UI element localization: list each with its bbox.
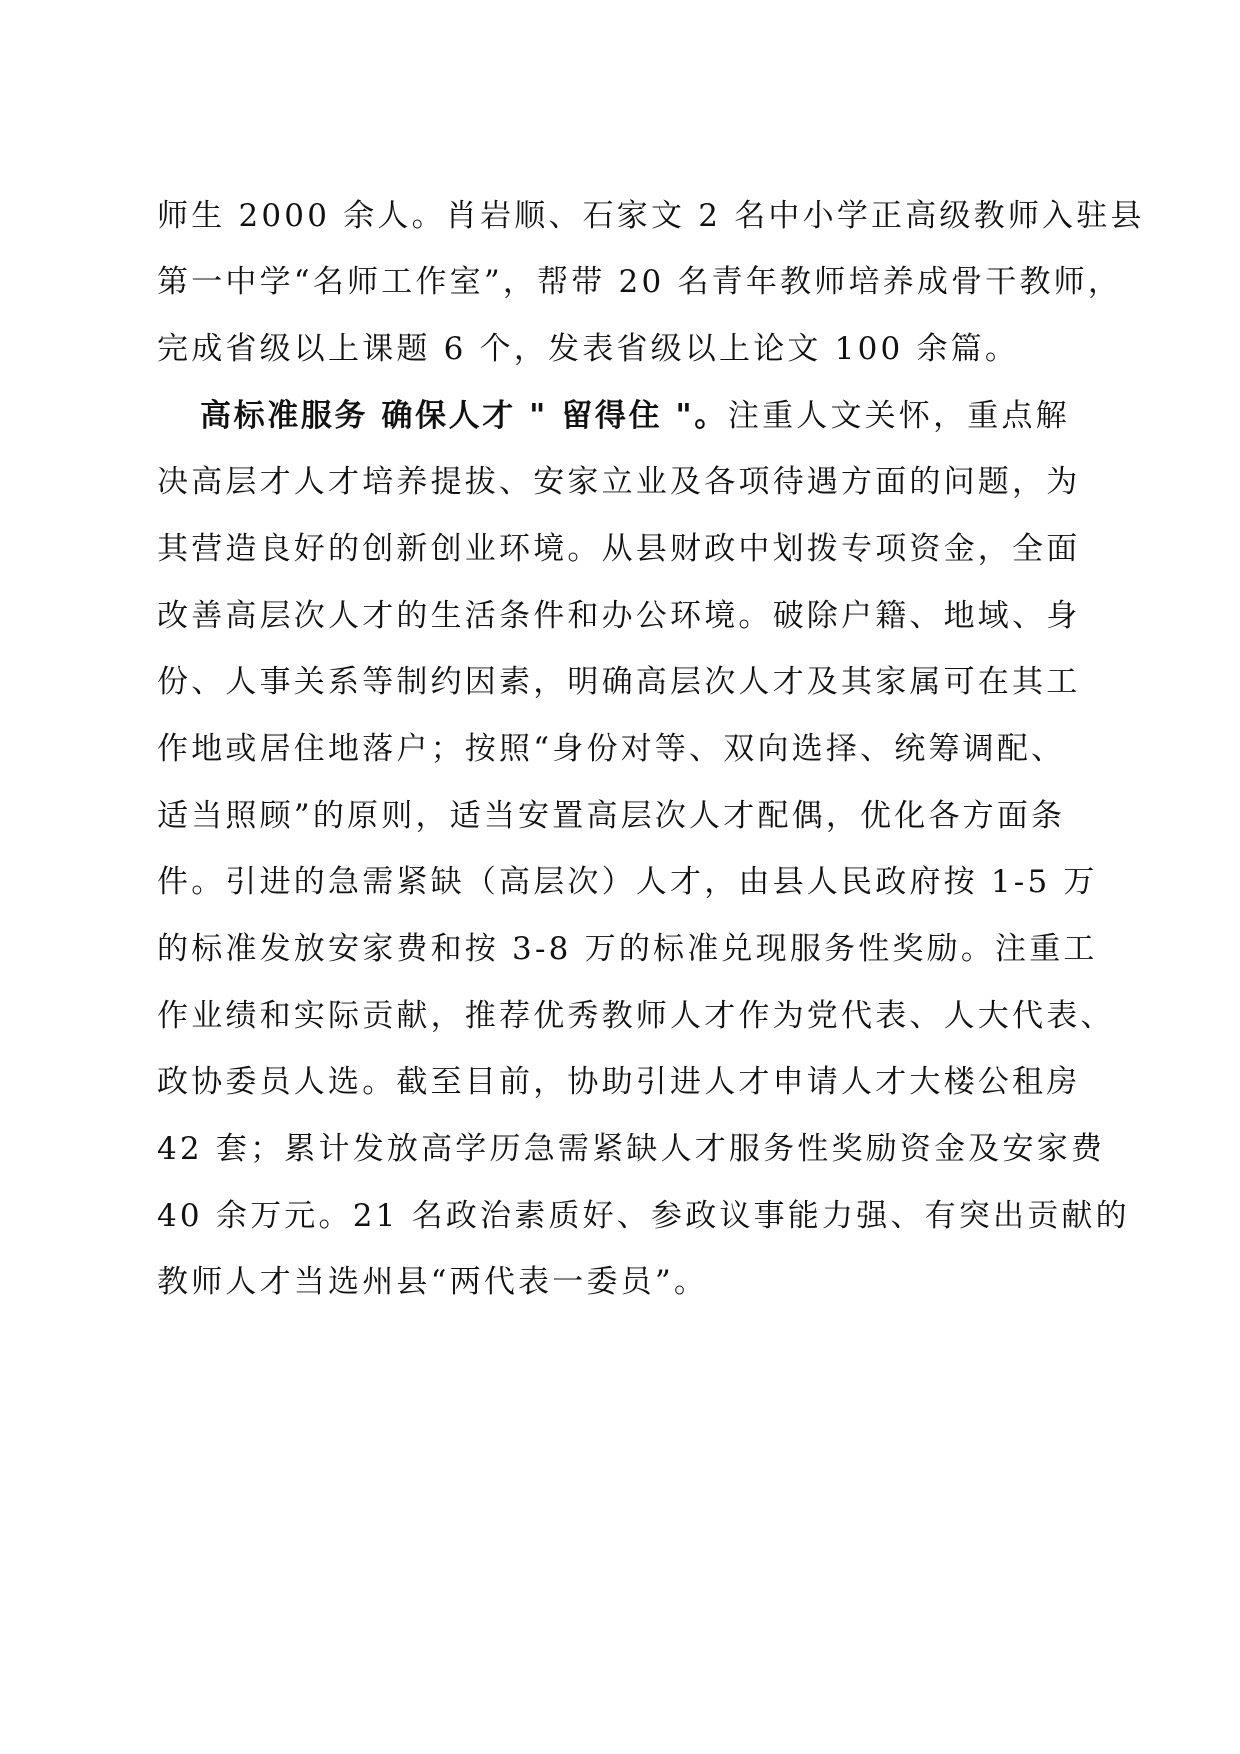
paragraph-line: 作地或居住地落户；按照“身份对等、双向选择、统筹调配、: [157, 731, 1066, 767]
paragraph-line: 份、人事关系等制约因素，明确高层次人才及其家属可在其工: [157, 664, 1081, 700]
paragraph-line: 决高层才人才培养提拔、安家立业及各项待遇方面的问题，为: [157, 464, 1081, 500]
paragraph-line: 的标准发放安家费和按 3-8 万的标准兑现服务性奖励。注重工: [157, 931, 1098, 967]
paragraph-line: 40 余万元。21 名政治素质好、参政议事能力强、有突出贡献的: [157, 1198, 1130, 1234]
paragraph-line: 适当照顾”的原则，适当安置高层次人才配偶，优化各方面条: [157, 798, 1066, 834]
paragraph-line: 改善高层次人才的生活条件和办公环境。破除户籍、地域、身: [157, 598, 1081, 634]
paragraph-line: 完成省级以上课题 6 个，发表省级以上论文 100 余篇。: [157, 331, 1020, 367]
paragraph-line: 42 套；累计发放高学历急需紧缺人才服务性奖励资金及安家费: [157, 1131, 1106, 1167]
paragraph-line: 其营造良好的创新创业环境。从县财政中划拨专项资金，全面: [157, 531, 1081, 567]
first-line-text: 注重人文关怀，重点解: [727, 398, 1070, 434]
paragraph-line: 件。引进的急需紧缺（高层次）人才，由县人民政府按 1-5 万: [157, 864, 1098, 900]
paragraph-line: 教师人才当选州县“两代表一委员”。: [157, 1264, 709, 1300]
paragraph-line: 作业绩和实际贡献，推荐优秀教师人才作为党代表、人大代表、: [157, 998, 1115, 1034]
paragraph-first-line: [200, 396, 1070, 436]
paragraph-line: 第一中学“名师工作室”，帮带 20 名青年教师培养成骨干教师，: [157, 264, 1123, 300]
section-heading: 高标准服务 确保人才 " 留得住 "。: [200, 398, 728, 434]
paragraph-line: 政协委员人选。截至目前，协助引进人才申请人才大楼公租房: [157, 1064, 1081, 1100]
paragraph-line: 师生 2000 余人。肖岩顺、石家文 2 名中小学正高级教师入驻县: [157, 198, 1145, 234]
